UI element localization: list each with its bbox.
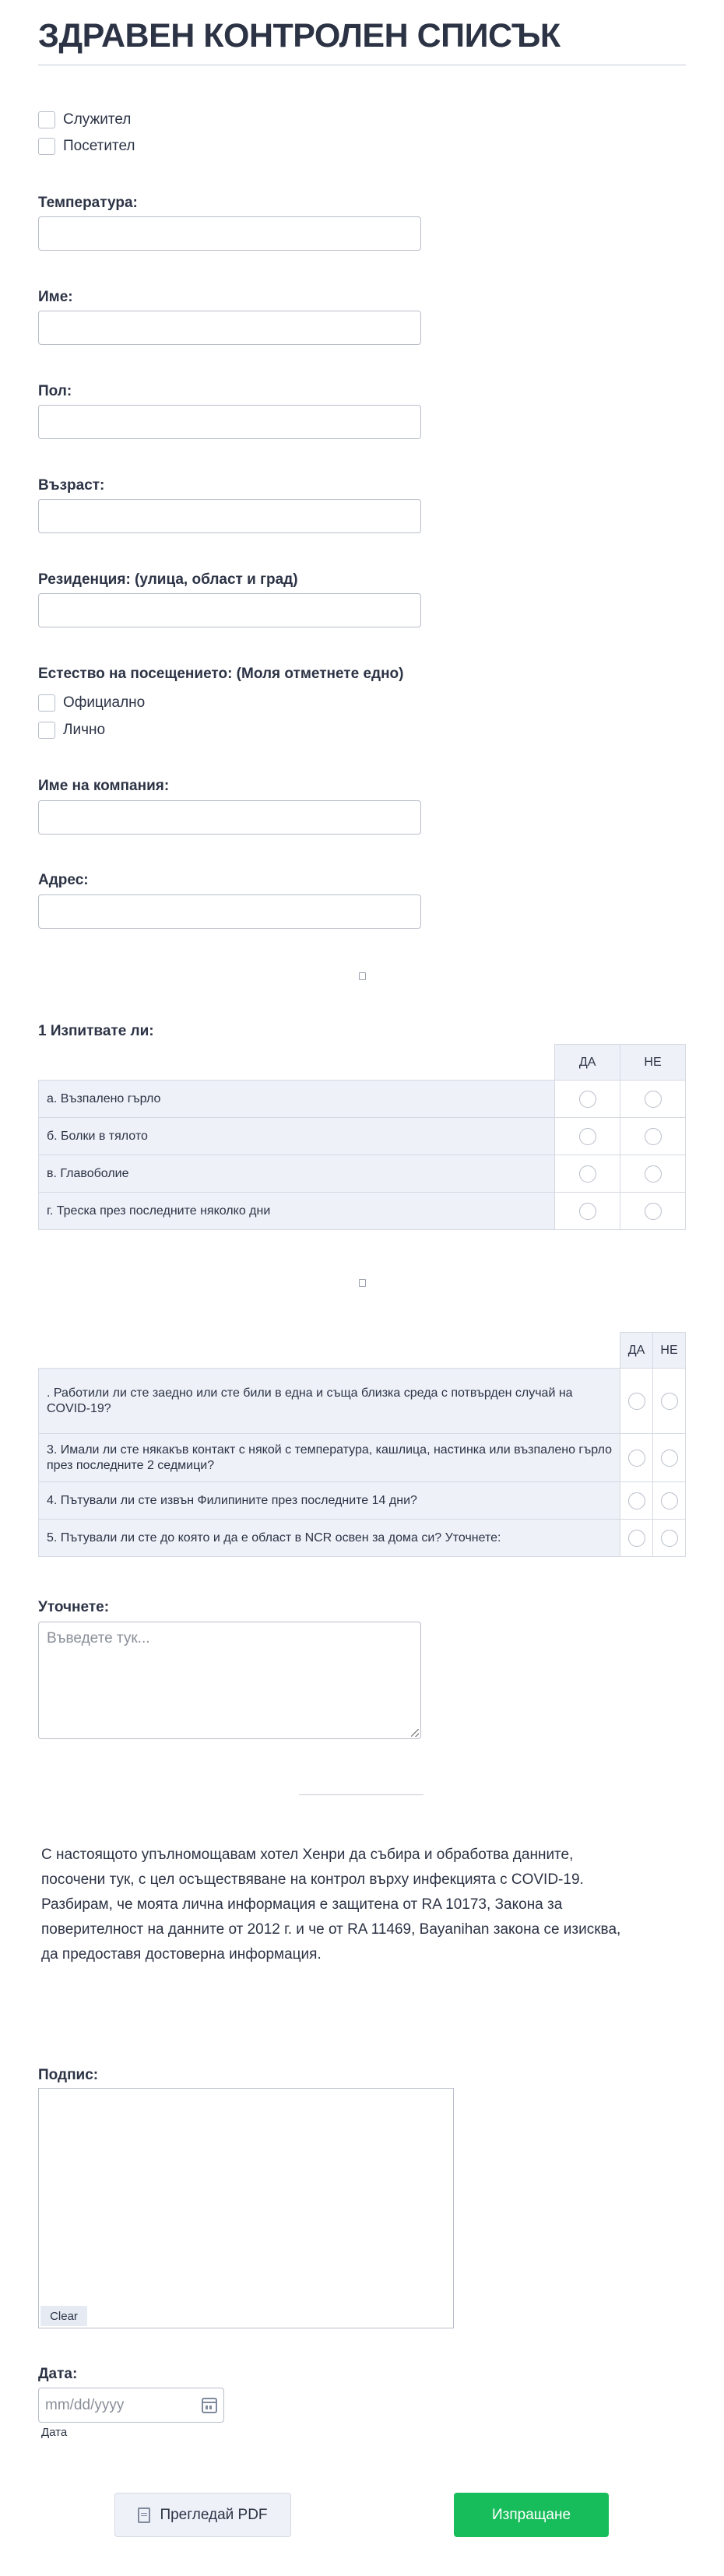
consent-text: С настоящото упълномощавам хотел Хенри да събира и обработва данните, посочени тук, с цел осъществяване на контрол върху инфекцията с COVID-19. Разбирам, че моята лична информация е защитена от RA 10173, Закона за поверителност на данните от 2012 г. и че от RA 11469, Bayanihan закона се изисква, да предоставя достоверна информация. bbox=[41, 1847, 621, 1963]
date-placeholder: mm/dd/yyyy bbox=[45, 2396, 125, 2413]
radio-no[interactable] bbox=[661, 1393, 678, 1410]
visit-option-personal[interactable] bbox=[38, 722, 105, 739]
preview-pdf-button[interactable] bbox=[114, 2493, 291, 2537]
radio-no[interactable] bbox=[661, 1492, 678, 1509]
radio-yes[interactable] bbox=[579, 1203, 596, 1220]
sex-label: Пол: bbox=[38, 383, 72, 399]
signature-pad[interactable] bbox=[38, 2088, 454, 2328]
column-no: НЕ bbox=[620, 1045, 686, 1081]
matrix-row-label: 4. Пътували ли сте извън Филипините през последните 14 дни? bbox=[39, 1482, 620, 1520]
residence-label: Резиденция: (улица, област и град) bbox=[38, 571, 298, 588]
radio-yes[interactable] bbox=[579, 1091, 596, 1108]
document-icon bbox=[138, 2507, 150, 2523]
column-yes: ДА bbox=[555, 1045, 620, 1081]
resize-handle-icon[interactable] bbox=[411, 1729, 419, 1737]
name-input[interactable] bbox=[38, 311, 421, 345]
matrix-row-label: а. Възпалено гърло bbox=[39, 1081, 555, 1118]
radio-yes[interactable] bbox=[628, 1530, 645, 1547]
visit-nature-label: Естество на посещението: (Моля отметнете едно) bbox=[38, 666, 404, 682]
sex-input[interactable] bbox=[38, 405, 421, 439]
radio-no[interactable] bbox=[645, 1165, 662, 1183]
radio-no[interactable] bbox=[661, 1530, 678, 1547]
checkbox[interactable] bbox=[38, 138, 55, 155]
radio-no[interactable] bbox=[645, 1203, 662, 1220]
role-option-visitor[interactable] bbox=[38, 138, 135, 155]
exposure-matrix bbox=[38, 1332, 686, 1557]
matrix1-title: 1 Изпитвате ли: bbox=[38, 1023, 154, 1039]
matrix-row bbox=[39, 1482, 686, 1520]
temperature-label: Температура: bbox=[38, 195, 138, 211]
matrix-row bbox=[39, 1081, 686, 1118]
matrix-row-label: . Работили ли сте заедно или сте били в една и съща близка среда с потвърден случай на COVID-19? bbox=[39, 1369, 620, 1434]
radio-yes[interactable] bbox=[579, 1128, 596, 1145]
role-option-label: Служител bbox=[63, 111, 132, 128]
date-input[interactable] bbox=[38, 2388, 224, 2423]
role-option-label: Посетител bbox=[63, 138, 135, 154]
radio-yes[interactable] bbox=[628, 1393, 645, 1410]
checkbox[interactable] bbox=[38, 694, 55, 712]
age-label: Възраст: bbox=[38, 477, 105, 494]
radio-no[interactable] bbox=[645, 1091, 662, 1108]
checkbox[interactable] bbox=[38, 722, 55, 739]
matrix-row bbox=[39, 1369, 686, 1434]
address-input[interactable] bbox=[38, 894, 421, 929]
temperature-input[interactable] bbox=[38, 216, 421, 251]
matrix-row bbox=[39, 1155, 686, 1193]
company-input[interactable] bbox=[38, 800, 421, 835]
matrix-row bbox=[39, 1520, 686, 1557]
form-title: ЗДРАВЕН КОНТРОЛЕН СПИСЪК bbox=[38, 17, 561, 54]
page-break-icon bbox=[359, 1279, 366, 1287]
calendar-icon[interactable] bbox=[202, 2398, 217, 2413]
radio-yes[interactable] bbox=[579, 1165, 596, 1183]
section-divider bbox=[299, 1794, 424, 1795]
date-label: Дата: bbox=[38, 2366, 78, 2382]
preview-pdf-label: Прегледай PDF bbox=[160, 2506, 268, 2523]
matrix-row bbox=[39, 1193, 686, 1230]
radio-no[interactable] bbox=[661, 1450, 678, 1467]
checkbox[interactable] bbox=[38, 111, 55, 128]
visit-option-official[interactable] bbox=[38, 694, 145, 712]
column-no: НЕ bbox=[653, 1333, 686, 1369]
matrix-row-label: 3. Имали ли сте някакъв контакт с някой с температура, кашлица, настинка или възпалено гърло през последните 2 седмици? bbox=[39, 1434, 620, 1482]
matrix-row bbox=[39, 1118, 686, 1155]
matrix-row-label: г. Треска през последните няколко дни bbox=[39, 1193, 555, 1230]
role-option-employee[interactable] bbox=[38, 111, 131, 128]
matrix-row-label: 5. Пътували ли сте до която и да е област в NCR освен за дома си? Уточнете: bbox=[39, 1520, 620, 1557]
specify-label: Уточнете: bbox=[38, 1599, 110, 1615]
visit-option-label: Лично bbox=[63, 722, 106, 738]
submit-button[interactable]: Изпращане bbox=[454, 2493, 609, 2537]
radio-yes[interactable] bbox=[628, 1492, 645, 1509]
matrix-row-label: в. Главоболие bbox=[39, 1155, 555, 1193]
name-label: Име: bbox=[38, 289, 73, 305]
column-yes: ДА bbox=[620, 1333, 653, 1369]
radio-yes[interactable] bbox=[628, 1450, 645, 1467]
company-label: Име на компания: bbox=[38, 778, 170, 794]
specify-placeholder: Въведете тук... bbox=[47, 1630, 150, 1646]
age-input[interactable] bbox=[38, 499, 421, 533]
residence-input[interactable] bbox=[38, 593, 421, 627]
date-sublabel: Дата bbox=[41, 2426, 68, 2439]
address-label: Адрес: bbox=[38, 872, 89, 888]
matrix-row-label: б. Болки в тялото bbox=[39, 1118, 555, 1155]
specify-textarea[interactable] bbox=[38, 1622, 421, 1739]
matrix-row bbox=[39, 1434, 686, 1482]
clear-signature-button[interactable]: Clear bbox=[40, 2306, 87, 2326]
symptoms-matrix bbox=[38, 1044, 686, 1230]
radio-no[interactable] bbox=[645, 1128, 662, 1145]
page-break-icon bbox=[359, 972, 366, 980]
signature-label: Подпис: bbox=[38, 2067, 99, 2083]
visit-option-label: Официално bbox=[63, 694, 146, 711]
